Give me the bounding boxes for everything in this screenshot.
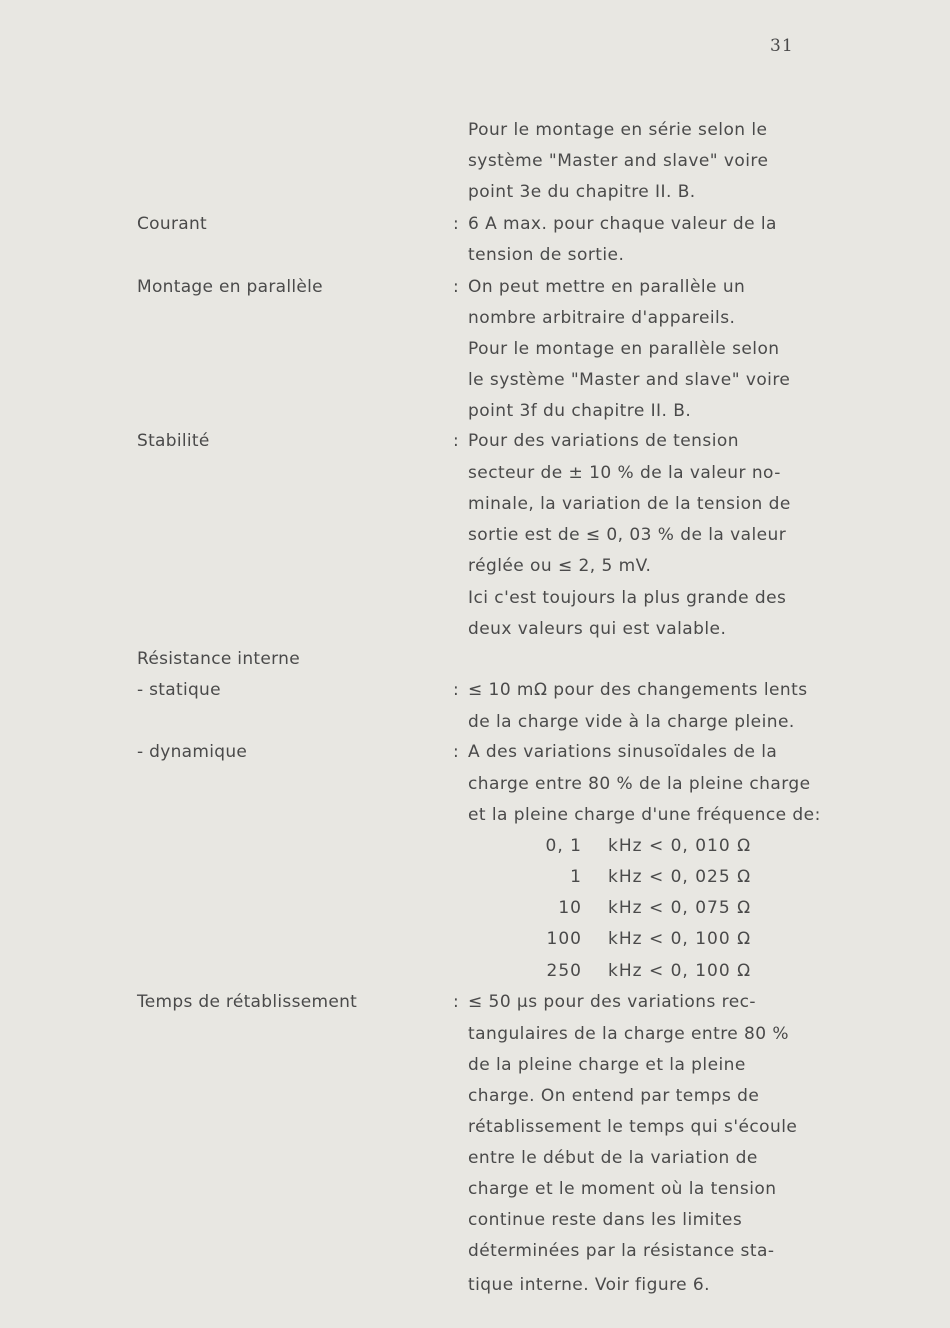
stabilite-line: secteur de ± 10 % de la valeur no- (468, 463, 781, 483)
temps-line: charge. On entend par temps de (468, 1086, 760, 1106)
temps-line: tique interne. Voir figure 6. (468, 1275, 711, 1295)
statique-label: - statique (137, 680, 221, 700)
freq-value: kHz < 0, 010 Ω (608, 836, 752, 856)
temps-line: tangulaires de la charge entre 80 % (468, 1024, 790, 1044)
courant-line: 6 A max. pour chaque valeur de la (468, 214, 777, 234)
freq-number: 100 (546, 929, 582, 949)
statique-line: de la charge vide à la charge pleine. (468, 712, 795, 732)
freq-number: 0, 1 (545, 836, 582, 856)
stabilite-line: minale, la variation de la tension de (468, 494, 791, 514)
temps-line: rétablissement le temps qui s'écoule (468, 1117, 798, 1137)
resistance-label: Résistance interne (137, 649, 300, 669)
page-number: 31 (770, 36, 794, 56)
freq-number: 1 (570, 867, 582, 887)
statique-line: ≤ 10 mΩ pour des changements lents (468, 680, 808, 700)
intro-line: Pour le montage en série selon le (468, 120, 768, 140)
intro-line: point 3e du chapitre II. B. (468, 182, 696, 202)
temps-label: Temps de rétablissement (137, 992, 358, 1012)
temps-line: entre le début de la variation de (468, 1148, 758, 1168)
courant-line: tension de sortie. (468, 245, 625, 265)
colon: : (453, 277, 459, 297)
stabilite-label: Stabilité (137, 431, 210, 451)
parallele-line: On peut mettre en parallèle un (468, 277, 746, 297)
stabilite-line: deux valeurs qui est valable. (468, 619, 727, 639)
intro-line: système "Master and slave" voire (468, 151, 769, 171)
colon: : (453, 742, 459, 762)
colon: : (453, 214, 459, 234)
parallele-line: Pour le montage en parallèle selon (468, 339, 780, 359)
dynamique-line: charge entre 80 % de la pleine charge (468, 774, 811, 794)
dynamique-line: A des variations sinusoïdales de la (468, 742, 778, 762)
freq-number: 10 (558, 898, 582, 918)
stabilite-line: Pour des variations de tension (468, 431, 739, 451)
parallele-line: le système "Master and slave" voire (468, 370, 791, 390)
dynamique-label: - dynamique (137, 742, 248, 762)
freq-value: kHz < 0, 075 Ω (608, 898, 752, 918)
parallele-label: Montage en parallèle (137, 277, 323, 297)
parallele-line: nombre arbitraire d'appareils. (468, 308, 736, 328)
freq-value: kHz < 0, 025 Ω (608, 867, 752, 887)
stabilite-line: sortie est de ≤ 0, 03 % de la valeur (468, 525, 787, 545)
temps-line: déterminées par la résistance sta- (468, 1241, 775, 1261)
stabilite-line: Ici c'est toujours la plus grande des (468, 588, 787, 608)
freq-value: kHz < 0, 100 Ω (608, 929, 752, 949)
temps-line: ≤ 50 μs pour des variations rec- (468, 992, 757, 1012)
temps-line: de la pleine charge et la pleine (468, 1055, 746, 1075)
temps-line: charge et le moment où la tension (468, 1179, 777, 1199)
freq-value: kHz < 0, 100 Ω (608, 961, 752, 981)
courant-label: Courant (137, 214, 207, 234)
freq-number: 250 (546, 961, 582, 981)
dynamique-line: et la pleine charge d'une fréquence de: (468, 805, 821, 825)
parallele-line: point 3f du chapitre II. B. (468, 401, 692, 421)
stabilite-line: réglée ou ≤ 2, 5 mV. (468, 556, 652, 576)
colon: : (453, 992, 459, 1012)
colon: : (453, 431, 459, 451)
temps-line: continue reste dans les limites (468, 1210, 743, 1230)
colon: : (453, 680, 459, 700)
